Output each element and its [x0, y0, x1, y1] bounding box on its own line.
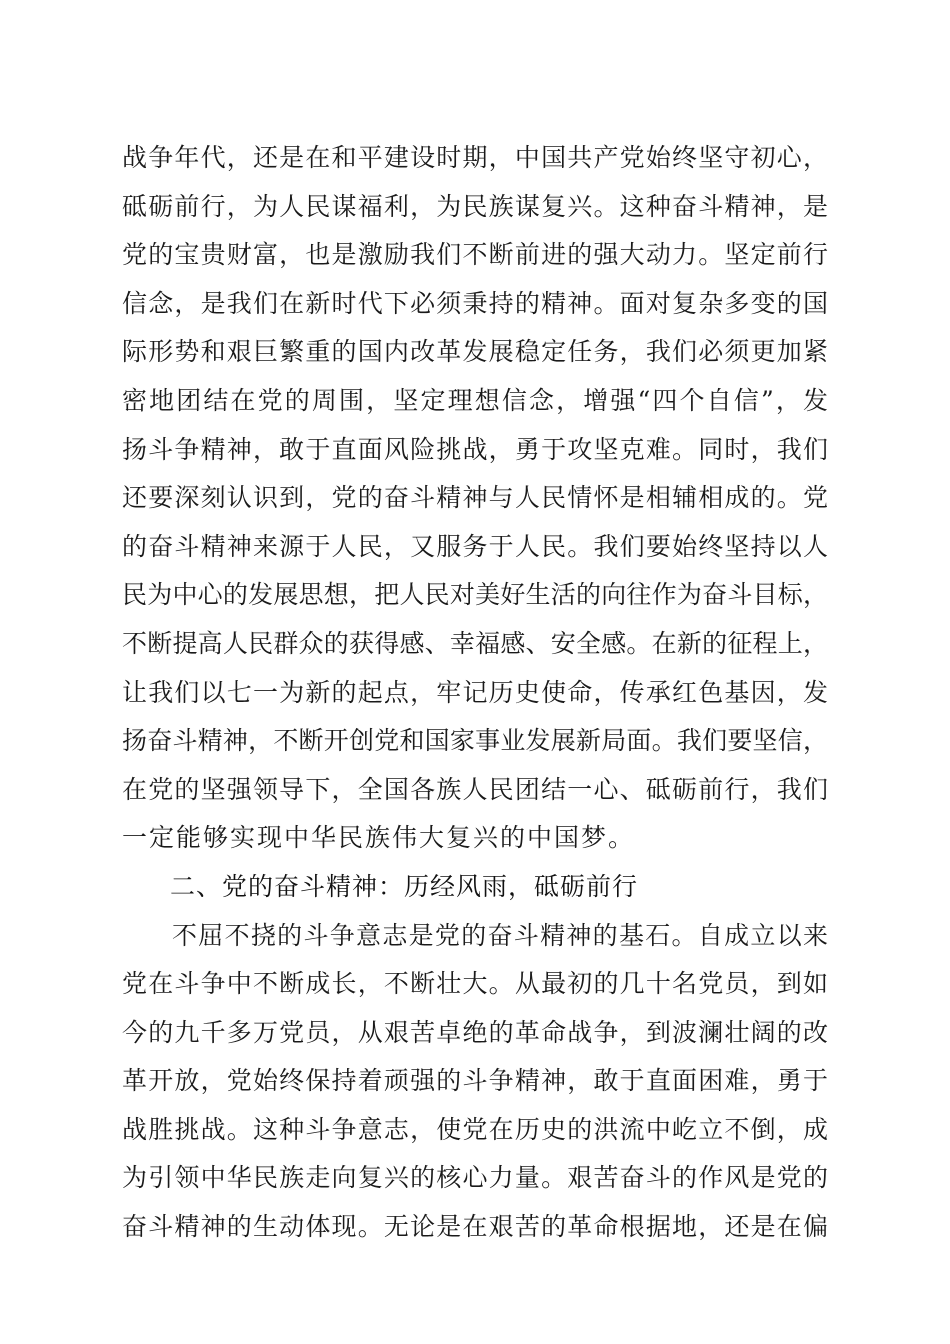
- paragraph-2-line-1: 不屈不挠的斗争意志是党的奋斗精神的基石。自成立以来: [172, 920, 828, 950]
- paragraph-1-line-3: 党的宝贵财富，也是激励我们不断前进的强大动力。坚定前行: [122, 240, 828, 270]
- paragraph-1-line-13: 扬奋斗精神，不断开创党和国家事业发展新局面。我们要坚信，: [122, 726, 828, 756]
- paragraph-1-line-11: 不断提高人民群众的获得感、幸福感、安全感。在新的征程上，: [122, 628, 828, 658]
- paragraph-2-line-2: 党在斗争中不断成长，不断壮大。从最初的几十名党员，到如: [122, 969, 828, 999]
- paragraph-1-line-9: 的奋斗精神来源于人民，又服务于人民。我们要始终坚持以人: [122, 531, 828, 561]
- paragraph-1-line-5: 际形势和艰巨繁重的国内改革发展稳定任务，我们必须更加紧: [122, 337, 828, 367]
- paragraph-1-line-14: 在党的坚强领导下，全国各族人民团结一心、砥砺前行，我们: [122, 774, 828, 804]
- paragraph-1-line-15: 一定能够实现中华民族伟大复兴的中国梦。: [122, 823, 636, 853]
- paragraph-1-line-2: 砥砺前行，为人民谋福利，为民族谋复兴。这种奋斗精神，是: [122, 191, 828, 221]
- section-heading: 二、党的奋斗精神：历经风雨，砥砺前行: [170, 871, 639, 901]
- paragraph-2-line-3: 今的九千多万党员，从艰苦卓绝的革命战争，到波澜壮阔的改: [122, 1017, 828, 1047]
- paragraph-1-line-10: 民为中心的发展思想，把人民对美好生活的向往作为奋斗目标，: [122, 580, 828, 610]
- paragraph-2-line-5: 战胜挑战。这种斗争意志，使党在历史的洪流中屹立不倒，成: [122, 1114, 828, 1144]
- paragraph-1-line-4: 信念，是我们在新时代下必须秉持的精神。面对复杂多变的国: [122, 288, 828, 318]
- paragraph-1-line-6: 密地团结在党的周围，坚定理想信念，增强“四个自信”，发: [122, 385, 828, 415]
- document-body: [122, 134, 828, 1252]
- paragraph-2-line-4: 革开放，党始终保持着顽强的斗争精神，敢于直面困难，勇于: [122, 1066, 828, 1096]
- paragraph-2-line-7: 奋斗精神的生动体现。无论是在艰苦的革命根据地，还是在偏: [122, 1212, 828, 1242]
- paragraph-1-line-12: 让我们以七一为新的起点，牢记历史使命，传承红色基因，发: [122, 677, 828, 707]
- paragraph-1-line-8: 还要深刻认识到，党的奋斗精神与人民情怀是相辅相成的。党: [122, 483, 828, 513]
- paragraph-1-line-7: 扬斗争精神，敢于直面风险挑战，勇于攻坚克难。同时，我们: [122, 434, 828, 464]
- paragraph-1-line-1: 战争年代，还是在和平建设时期，中国共产党始终坚守初心，: [122, 143, 828, 172]
- paragraph-2-line-6: 为引领中华民族走向复兴的核心力量。艰苦奋斗的作风是党的: [122, 1163, 828, 1193]
